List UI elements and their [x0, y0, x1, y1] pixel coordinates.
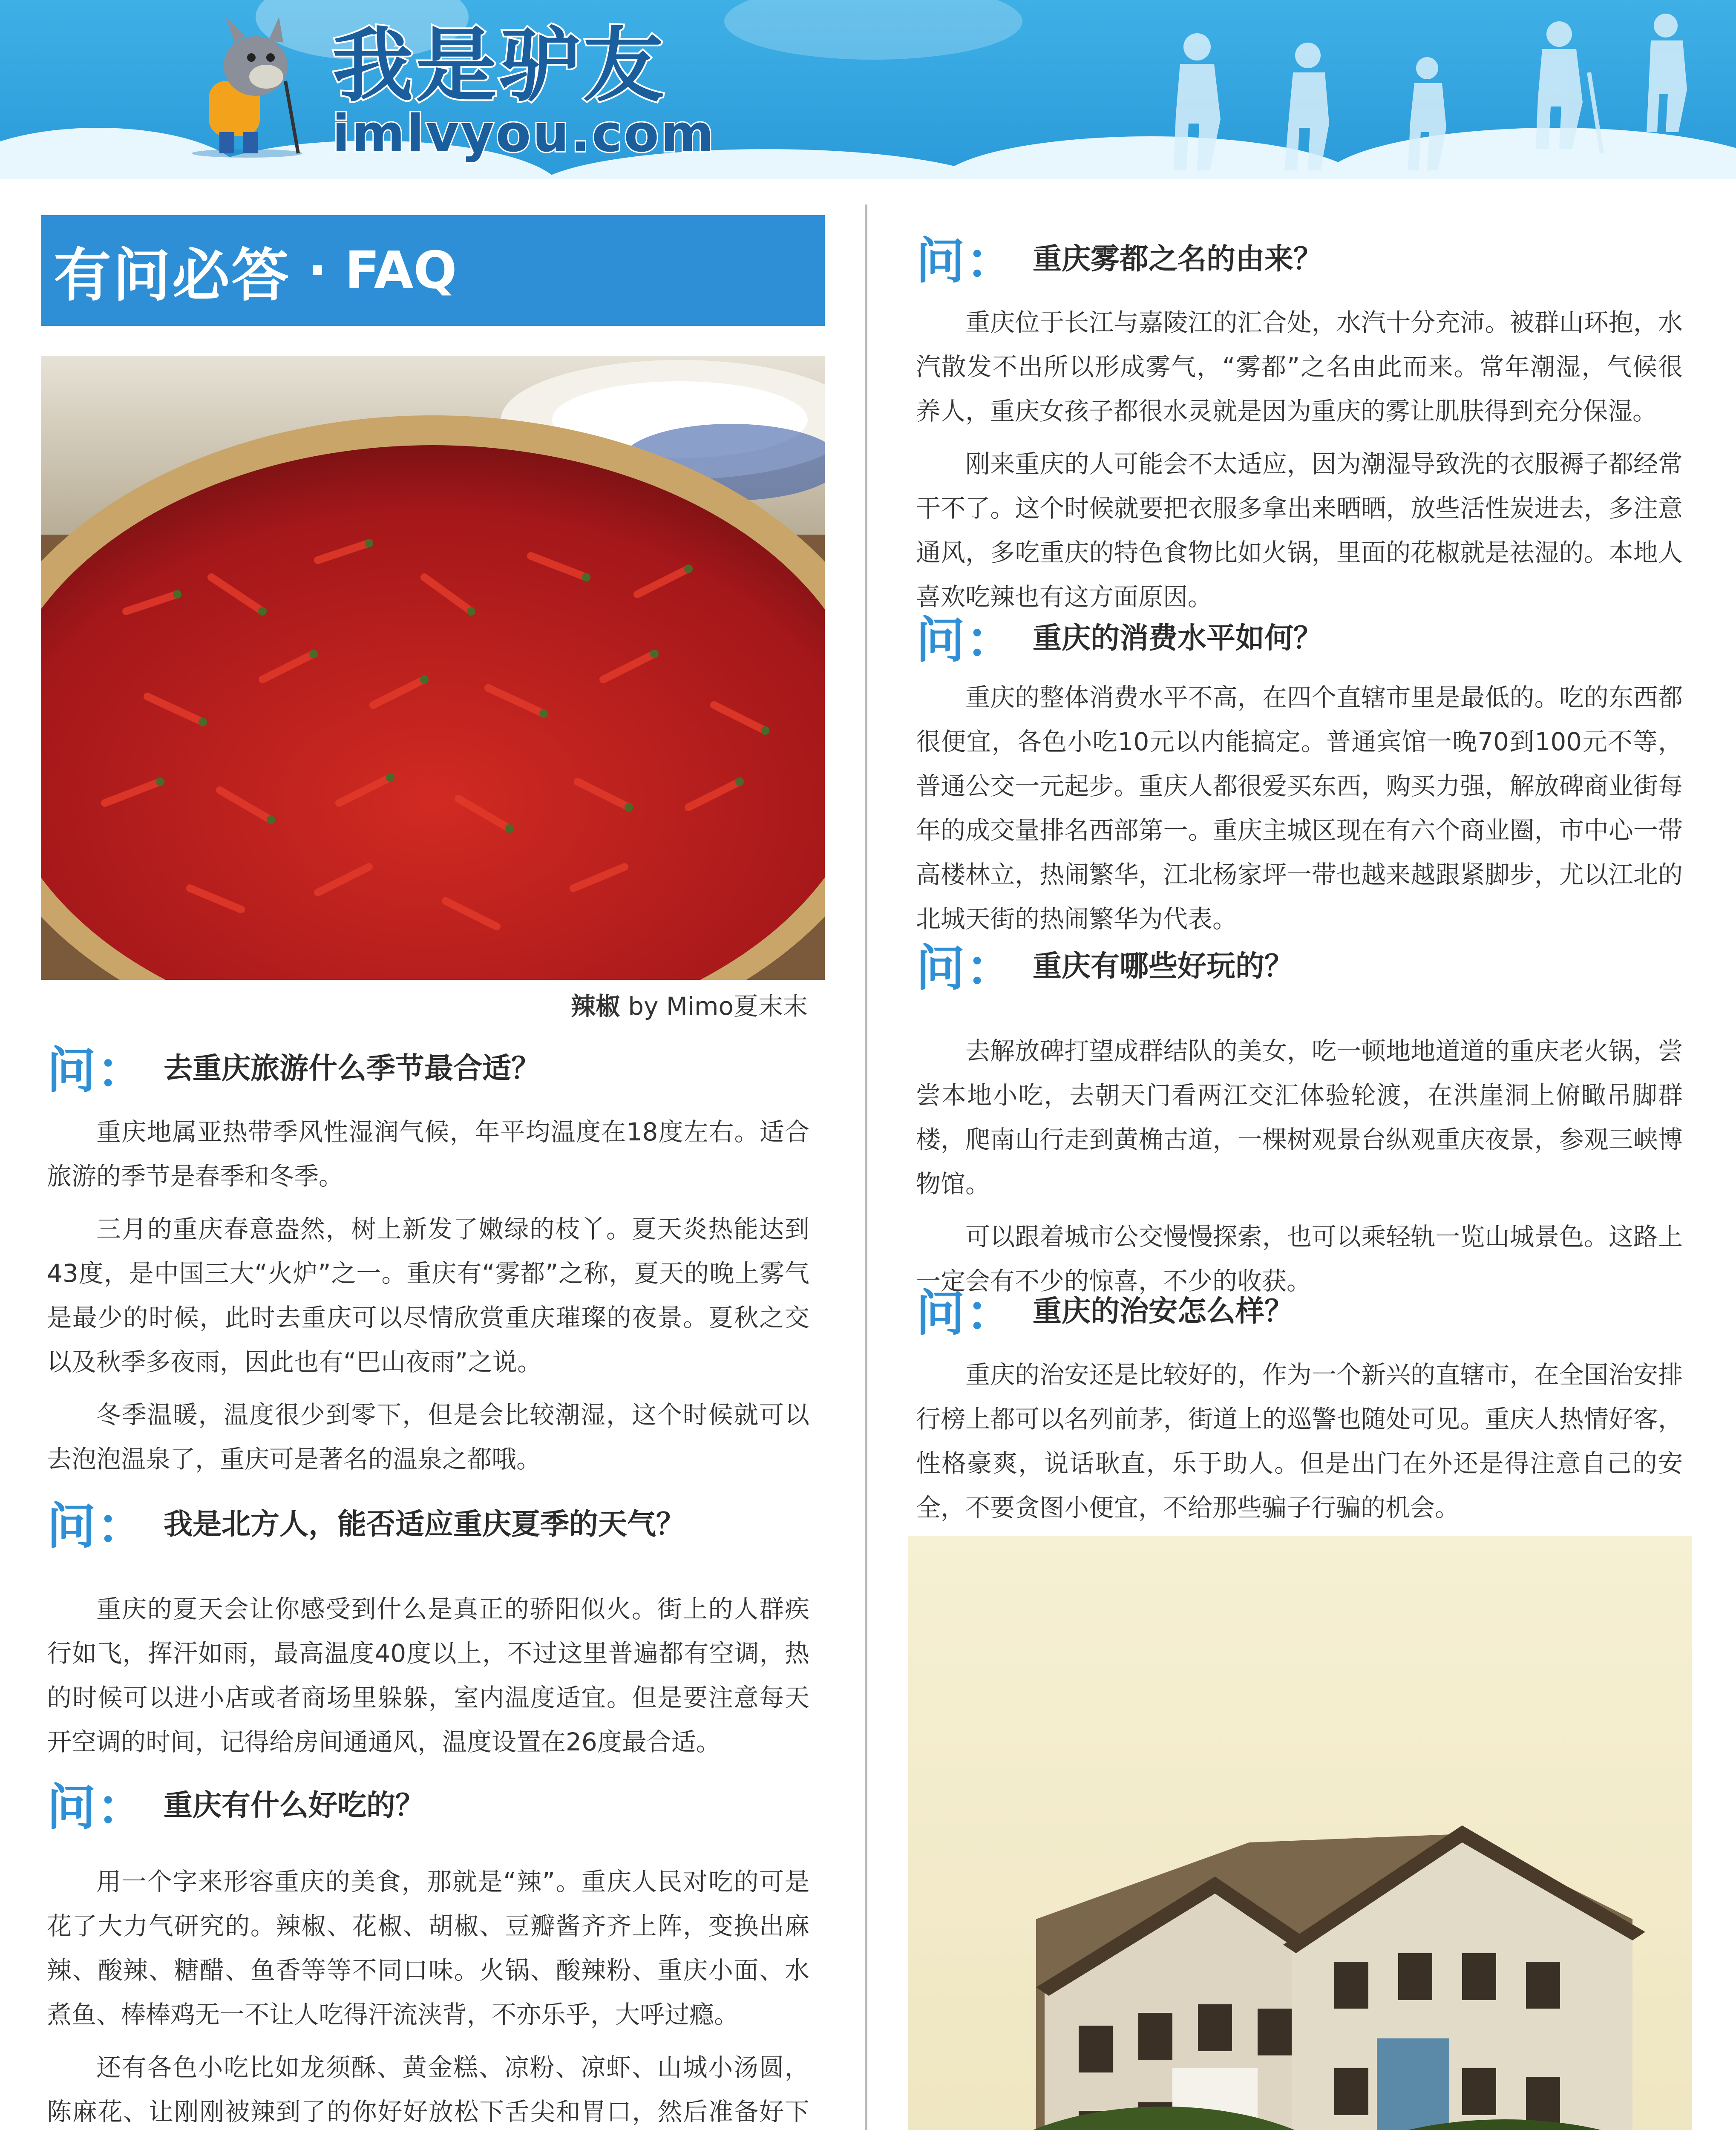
- question-mark-label: 问：: [916, 940, 1016, 997]
- faq-question: [47, 1487, 809, 1557]
- question-mark-label: 问：: [916, 612, 1016, 669]
- question-mark-label: 问：: [916, 233, 1016, 290]
- question-mark-label: 问：: [47, 1498, 147, 1555]
- answer-paragraph: 重庆的治安还是比较好的，作为一个新兴的直辖市，在全国治安排行榜上都可以名列前茅，街道上的巡警也随处可见。重庆人热情好客，性格豪爽，说话耿直，乐于助人。但是出门在外还是得注意自己的安全，不要贪图小便宜，不给那些骗子行骗的机会。: [916, 1360, 1683, 1522]
- answer-paragraph: 重庆的整体消费水平不高，在四个直辖市里是最低的。吃的东西都很便宜，各色小吃10元以内能搞定。普通宾馆一晚70到100元不等，普通公交一元起步。重庆人都很爱买东西，购买力强，解放碑商业街每年的成交量排名西部第一。重庆主城区现在有六个商业圈，市中心一带高楼林立，热闹繁华，江北杨家坪一带也越来越跟紧脚步，尤以江北的北城天街的热闹繁华为代表。: [916, 683, 1683, 933]
- question-text: 重庆雾都之名的由来？: [1033, 242, 1323, 276]
- answer-paragraph: 去解放碑打望成群结队的美女，吃一顿地地道道的重庆老火锅，尝尝本地小吃，去朝天门看两江交汇体验轮渡，在洪崖洞上俯瞰吊脚群楼，爬南山行走到黄桷古道，一棵树观景台纵观重庆夜景，参观三峡博物馆。: [916, 1036, 1683, 1198]
- answer-paragraph: 冬季温暖，温度很少到零下，但是会比较潮湿，这个时候就可以去泡泡温泉了，重庆可是著名的温泉之都哦。: [47, 1400, 809, 1474]
- logo-url: imlvyou.com: [332, 104, 716, 164]
- logo-title: 我是驴友: [332, 19, 667, 113]
- section-title-banner: [41, 215, 825, 326]
- answer-paragraph: 还有各色小吃比如龙须酥、黄金糕、凉粉、凉虾、山城小汤圆，陈麻花、让刚刚被辣到了的你好好放松下舌尖和胃口，然后准备好下: [47, 2053, 809, 2126]
- caption-credit: by Mimo夏末末: [620, 992, 808, 1021]
- section-subtitle: · FAQ: [308, 241, 457, 300]
- question-text: 去重庆旅游什么季节最合适？: [164, 1052, 541, 1085]
- donkey-mascot-icon: [183, 17, 311, 158]
- building-photo: [908, 1536, 1692, 2130]
- faq-question: [47, 1768, 809, 1838]
- question-text: 重庆的消费水平如何？: [1033, 622, 1323, 655]
- answer-paragraph: 用一个字来形容重庆的美食，那就是“辣”。重庆人民对吃的可是花了大力气研究的。辣椒、花椒、胡椒、豆瓣酱齐齐上阵，变换出麻辣、酸辣、糖醋、鱼香等等不同口味。火锅、酸辣粉、重庆小面、水煮鱼、棒棒鸡无一不让人吃得汗流浃背，不亦乐乎，大呼过瘾。: [47, 1867, 809, 2029]
- faq-item: [916, 222, 1683, 619]
- faq-item: [47, 1768, 809, 2130]
- question-text: 重庆有什么好吃的？: [164, 1789, 425, 1822]
- answer-paragraph: 重庆的夏天会让你感受到什么是真正的骄阳似火。街上的人群疾行如飞，挥汗如雨，最高温度40度以上，不过这里普遍都有空调，热的时候可以进小店或者商场里躲躲，室内温度适宜。但是要注意每天开空调的时间，记得给房间通通风，温度设置在26度最合适。: [47, 1595, 809, 1756]
- caption-title: 辣椒: [570, 992, 620, 1021]
- question-text: 我是北方人，能否适应重庆夏季的天气？: [164, 1508, 685, 1541]
- answer-paragraph: 重庆地属亚热带季风性湿润气候，年平均温度在18度左右。适合旅游的季节是春季和冬季。: [47, 1117, 809, 1191]
- question-mark-label: 问：: [47, 1779, 147, 1836]
- answer-paragraph: 可以跟着城市公交慢慢探索，也可以乘轻轨一览山城景色。这路上一定会有不少的惊喜，不少的收获。: [916, 1222, 1683, 1295]
- cloud-shape: [724, 0, 1022, 60]
- answer-paragraph: 三月的重庆春意盎然，树上新发了嫩绿的枝丫。夏天炎热能达到43度，是中国三大“火炉”之一。重庆有“雾都”之称，夏天的晚上雾气是最少的时候，此时去重庆可以尽情欣赏重庆璀璨的夜景。夏秋之交以及秋季多夜雨，因此也有“巴山夜雨”之说。: [47, 1215, 809, 1376]
- faq-question: [916, 1274, 1683, 1344]
- hikers-silhouette-icon: [1129, 9, 1725, 170]
- faq-question: [47, 1031, 809, 1101]
- column-divider: [865, 204, 867, 2130]
- faq-item: [47, 1487, 809, 1764]
- faq-item: [916, 1274, 1683, 1530]
- section-title: 有问必答: [54, 242, 291, 309]
- faq-question: [916, 222, 1683, 292]
- faq-item: [47, 1031, 809, 1481]
- faq-item: [916, 601, 1683, 941]
- answer-paragraph: 刚来重庆的人可能会不太适应，因为潮湿导致洗的衣服褥子都经常干不了。这个时候就要把衣服多拿出来晒晒，放些活性炭进去，多注意通风，多吃重庆的特色食物比如火锅，里面的花椒就是祛湿的。本地人喜欢吃辣也有这方面原因。: [916, 449, 1683, 611]
- answer-paragraph: 重庆位于长江与嘉陵江的汇合处，水汽十分充沛。被群山环抱，水汽散发不出所以形成雾气，“雾都”之名由此而来。常年潮湿，气候很养人，重庆女孩子都很水灵就是因为重庆的雾让肌肤得到充分保湿。: [916, 308, 1683, 426]
- faq-question: [916, 929, 1683, 999]
- chili-photo-caption: [41, 986, 808, 1022]
- question-text: 重庆有哪些好玩的？: [1033, 950, 1294, 983]
- faq-question: [916, 601, 1683, 671]
- chili-photo: [41, 356, 825, 980]
- header-banner: [0, 0, 1736, 179]
- faq-item: [916, 929, 1683, 1303]
- question-mark-label: 问：: [916, 1285, 1016, 1342]
- question-text: 重庆的治安怎么样？: [1033, 1295, 1294, 1328]
- question-mark-label: 问：: [47, 1042, 147, 1099]
